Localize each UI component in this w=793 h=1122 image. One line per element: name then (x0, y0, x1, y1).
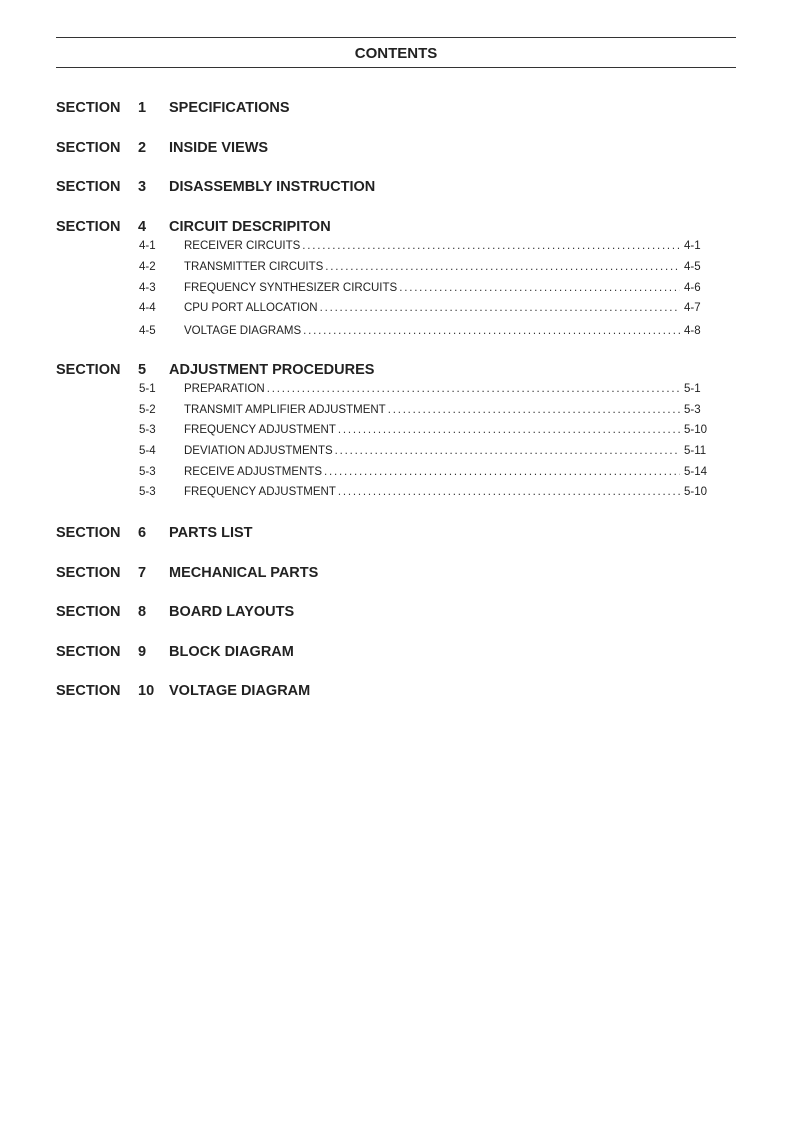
section-number: 6 (138, 525, 147, 541)
entry-number: 5-1 (139, 383, 156, 395)
entry-title: RECEIVE ADJUSTMENTS (184, 466, 323, 478)
section-label: SECTION (56, 100, 121, 116)
toc-section-1[interactable] (56, 100, 736, 120)
section-label: SECTION (56, 179, 121, 195)
entry-title: FREQUENCY SYNTHESIZER CIRCUITS (184, 282, 398, 294)
section-title: BOARD LAYOUTS (169, 604, 295, 620)
section-label: SECTION (56, 683, 121, 699)
section-label: SECTION (56, 362, 121, 378)
section-title: CIRCUIT DESCRIPITON (169, 219, 331, 235)
section-number: 8 (138, 604, 147, 620)
section-label: SECTION (56, 604, 121, 620)
entry-number: 5-3 (139, 466, 156, 478)
toc-entry-4-2[interactable] (139, 261, 709, 277)
section-number: 5 (138, 362, 147, 378)
entry-page: 5-11 (684, 445, 707, 457)
section-label: SECTION (56, 140, 121, 156)
dot-leader (324, 466, 680, 478)
toc-entry-5-2[interactable] (139, 404, 709, 420)
section-label: SECTION (56, 525, 121, 541)
entry-page: 5-10 (684, 424, 708, 436)
entry-number: 5-3 (139, 486, 156, 498)
section-label: SECTION (56, 644, 121, 660)
section-number: 1 (138, 100, 147, 116)
entry-page: 4-7 (684, 302, 701, 314)
dot-leader (267, 383, 680, 395)
section-number: 2 (138, 140, 147, 156)
section-number: 7 (138, 565, 147, 581)
toc-section-4[interactable] (56, 219, 736, 239)
entry-page: 5-10 (684, 486, 708, 498)
section-title: DISASSEMBLY INSTRUCTION (169, 179, 376, 195)
dot-leader (302, 240, 680, 252)
section-number: 3 (138, 179, 147, 195)
entry-title: TRANSMITTER CIRCUITS (184, 261, 324, 273)
entry-number: 4-4 (139, 302, 156, 314)
toc-section-10[interactable] (56, 683, 736, 703)
toc-entry-4-4[interactable] (139, 302, 709, 318)
entry-number: 4-1 (139, 240, 156, 252)
entry-page: 4-5 (684, 261, 701, 273)
section-title: INSIDE VIEWS (169, 140, 269, 156)
toc-section-9[interactable] (56, 644, 736, 664)
entry-title: VOLTAGE DIAGRAMS (184, 325, 302, 337)
page-title: CONTENTS (354, 45, 438, 62)
toc-section-3[interactable] (56, 179, 736, 199)
section-label: SECTION (56, 565, 121, 581)
entry-title: TRANSMIT AMPLIFIER ADJUSTMENT (184, 404, 386, 416)
dot-leader (388, 404, 680, 416)
section-title: MECHANICAL PARTS (169, 565, 319, 581)
top-rule (56, 37, 736, 38)
entry-title: PREPARATION (184, 383, 265, 395)
toc-entry-4-3[interactable] (139, 282, 709, 298)
toc-entry-5-4[interactable] (139, 445, 709, 461)
section-title: VOLTAGE DIAGRAM (169, 683, 311, 699)
toc-section-7[interactable] (56, 565, 736, 585)
entry-title: DEVIATION ADJUSTMENTS (184, 445, 333, 457)
entry-number: 4-5 (139, 325, 156, 337)
toc-entry-4-1[interactable] (139, 240, 709, 256)
section-number: 10 (138, 683, 155, 699)
section-title: PARTS LIST (169, 525, 253, 541)
dot-leader (325, 261, 680, 273)
dot-leader (399, 282, 680, 294)
toc-section-8[interactable] (56, 604, 736, 624)
section-number: 9 (138, 644, 147, 660)
toc-entry-5-1[interactable] (139, 383, 709, 399)
entry-page: 5-14 (684, 466, 708, 478)
toc-section-6[interactable] (56, 525, 736, 545)
toc-entry-5-3b[interactable] (139, 466, 709, 482)
entry-number: 4-3 (139, 282, 156, 294)
dot-leader (320, 302, 680, 314)
entry-number: 4-2 (139, 261, 156, 273)
dot-leader (335, 445, 680, 457)
section-number: 4 (138, 219, 147, 235)
section-title: BLOCK DIAGRAM (169, 644, 294, 660)
section-title: SPECIFICATIONS (169, 100, 290, 116)
entry-number: 5-3 (139, 424, 156, 436)
entry-number: 5-2 (139, 404, 156, 416)
section-title: ADJUSTMENT PROCEDURES (169, 362, 375, 378)
entry-title: FREQUENCY ADJUSTMENT (184, 424, 336, 436)
entry-title: RECEIVER CIRCUITS (184, 240, 301, 252)
entry-page: 4-1 (684, 240, 701, 252)
entry-title: CPU PORT ALLOCATION (184, 302, 318, 314)
entry-page: 5-1 (684, 383, 701, 395)
entry-page: 5-3 (684, 404, 701, 416)
toc-section-2[interactable] (56, 140, 736, 160)
toc-entry-5-3[interactable] (139, 424, 709, 440)
entry-page: 4-6 (684, 282, 701, 294)
entry-title: FREQUENCY ADJUSTMENT (184, 486, 336, 498)
dot-leader (338, 486, 680, 498)
entry-page: 4-8 (684, 325, 701, 337)
entry-number: 5-4 (139, 445, 156, 457)
toc-entry-4-5[interactable] (139, 325, 709, 341)
dot-leader (303, 325, 680, 337)
toc-section-5[interactable] (56, 362, 736, 382)
section-label: SECTION (56, 219, 121, 235)
title-rule (56, 67, 736, 68)
dot-leader (338, 424, 680, 436)
toc-entry-5-3c[interactable] (139, 486, 709, 502)
